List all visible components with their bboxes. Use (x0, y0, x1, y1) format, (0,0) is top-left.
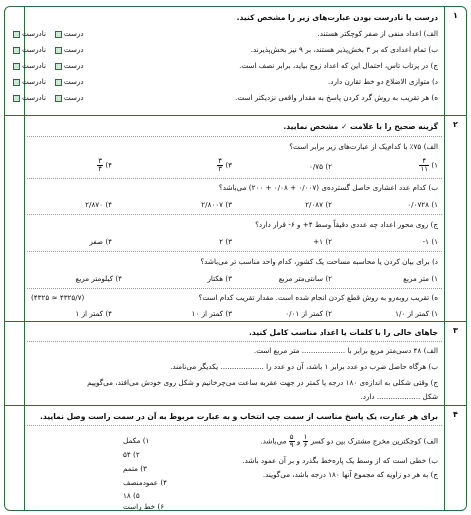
q4-choice-4[interactable]: ۴) عمودمنصف (123, 478, 168, 487)
q2d-option-4[interactable]: ۴) کیلومتر مربع (75, 274, 122, 283)
q2e-option-2[interactable]: ۲) کمتر از ۰/۰۱ (285, 309, 332, 318)
q2b-option-4[interactable]: ۴) ۲/۸۷۰ (85, 200, 112, 209)
q2-stem-c: ج) روی محور اعداد چه عددی دقیقاً وسط ۴+ و ۶- قرار دارد؟ (255, 220, 438, 229)
false-checkbox[interactable] (13, 79, 20, 86)
question-2-title: گزینه صحیح را با علامت ✓ مشخص نمایید. (283, 122, 438, 131)
tf-choice-e: درست نادرست (11, 93, 84, 102)
q2c-option-2[interactable]: ۲) ۱+ (313, 237, 332, 246)
q2d-option-3[interactable]: ۳) هکتار (207, 274, 232, 283)
score-box (5, 116, 25, 321)
q2e-option-1[interactable]: ۱) کمتر از ۱/۰ (395, 309, 438, 318)
q4-item-a: الف) کوچکترین مخرج مشترک بین دو کسر $\frac{۱}{۶}$ و $\frac{۵}{۹}$ می‌باشد. (260, 433, 438, 449)
true-checkbox[interactable] (55, 95, 62, 102)
true-checkbox[interactable] (55, 47, 62, 54)
q1-item-b: ب) تمام اعدادی که بر ۳ بخش‌پذیر هستند، بر ۹ نیز بخش‌پذیرند. (250, 45, 438, 54)
true-checkbox[interactable] (55, 63, 62, 70)
q2e-option-4[interactable]: ۴) کمتر از ۱ (75, 309, 112, 318)
question-3 (5, 321, 466, 405)
q2a-option-2[interactable]: ۲) ۰/۷۵ (309, 162, 332, 171)
q2b-option-1[interactable]: ۱) ۰/۰۷۲۸ (407, 200, 438, 209)
tf-choice-b: درست نادرست (11, 45, 84, 54)
tf-choice-d: درست نادرست (11, 77, 84, 86)
q2-stem-d: د) برای بیان کردن یا محاسبه مساحت یک کشور، کدام واحد مناسب تر می‌باشد؟ (200, 257, 438, 266)
false-checkbox[interactable] (13, 47, 20, 54)
q2b-option-3[interactable]: ۳) ۲/۸۰۰۷ (201, 200, 232, 209)
worksheet (4, 6, 467, 511)
question-1 (5, 7, 466, 115)
q3-item-c-cont: شکل ................... دارد. (360, 392, 438, 401)
question-number: ۱ (444, 7, 466, 115)
q2b-option-2[interactable]: ۲) ۲/۰۸۷ (305, 200, 332, 209)
q2a-option-4[interactable]: ۴) $\frac{۳}{۴}$ (98, 157, 112, 173)
q4-choice-1[interactable]: ۱) مکمل (123, 436, 150, 445)
q4-item-b: ب) خطی است که از وسط یک پاره‌خط بگذرد و بر آن عمود باشد. (242, 456, 438, 465)
question-number: ۴ (444, 406, 466, 511)
q2a-option-3[interactable]: ۳) $\frac{۴}{۳}$ (218, 157, 232, 173)
q2c-option-1[interactable]: ۱) ۱- (422, 237, 438, 246)
q2-stem-b: ب) کدام عدد اعشاری حاصل گسترده‌ی (۰/۰۰۷ + ۰/۰۸ + ۲۰۰) می‌باشد؟ (218, 183, 438, 192)
q1-item-c: ج) در پرتاب تاس، احتمال این که اعداد زوج بیاید، برابر نصف است. (239, 61, 438, 70)
q4-choice-6[interactable]: ۶) خط راست (123, 502, 165, 511)
tf-choice-c: درست نادرست (11, 61, 84, 70)
q4-choice-2[interactable]: ۲) ۵۴ (123, 450, 140, 459)
q2d-option-2[interactable]: ۲) سانتی‌متر مربع (278, 274, 332, 283)
question-3-title: جاهای خالی را با کلمات یا اعداد مناسب کامل کنید. (249, 328, 438, 337)
question-2 (5, 115, 466, 321)
q4-choice-3[interactable]: ۳) متمم (123, 464, 147, 473)
fraction: $\frac{۵}{۹}$ (289, 433, 294, 449)
question-4-title: برای هر عبارت، یک پاسخ مناسب از سمت چپ انتخاب و به عبارت مربوط به آن در سمت راست وصل نمایید. (39, 412, 438, 421)
q2e-note: (۴۳۲۵ ≈ ۴۳۲۵/۷) (31, 293, 85, 302)
fraction: $\frac{۴}{۳}$ (218, 157, 223, 173)
q2a-option-1[interactable]: ۱) $\frac{۴}{۱۱}$ (420, 157, 438, 173)
true-checkbox[interactable] (55, 79, 62, 86)
q4-item-c: ج) به هر دو زاویه که مجموع آنها ۱۸۰ درجه باشد، می‌گویند. (262, 470, 438, 479)
q2c-option-3[interactable]: ۳) ۲ (219, 237, 232, 246)
q1-item-d: د) متوازی الاضلاع دو خط تقارن دارد. (328, 77, 438, 86)
question-4 (5, 405, 466, 511)
q2c-option-4[interactable]: ۴) صفر (89, 237, 112, 246)
fraction: $\frac{۴}{۱۱}$ (420, 157, 429, 173)
true-checkbox[interactable] (55, 31, 62, 38)
question-1-title: درست یا نادرست بودن عبارت‌های زیر را مشخص کنید. (236, 13, 438, 22)
question-number: ۲ (444, 116, 466, 321)
question-number: ۳ (444, 322, 466, 405)
fraction: $\frac{۳}{۴}$ (98, 157, 103, 173)
q2-stem-e: ه) تقریب رو‌به‌رو به روش قطع کردن انجام شده است. مقدار تقریب کدام است؟ (198, 293, 438, 302)
q2e-option-3[interactable]: ۳) کمتر از ۱۰ (191, 309, 232, 318)
tf-choice-a: درست نادرست (11, 29, 84, 38)
q2d-option-1[interactable]: ۱) متر مربع (403, 274, 438, 283)
false-checkbox[interactable] (13, 63, 20, 70)
q3-item-a: الف) ۴۸ دسی‌متر مربع برابر با ................... متر مربع است. (253, 346, 438, 355)
q3-item-b: ب) هرگاه حاصل ضرب دو عدد برابر ۱ باشد، آن دو عدد را ................... یکدیگر می‌نامند. (170, 362, 438, 371)
false-checkbox[interactable] (13, 31, 20, 38)
fraction: $\frac{۱}{۶}$ (303, 433, 308, 449)
q1-item-e: ه) هر تقریب به روش گرد کردن پاسخ به مقدار واقعی نزدیکتر است. (235, 93, 438, 102)
score-box (5, 322, 25, 405)
score-box (5, 406, 25, 511)
false-checkbox[interactable] (13, 95, 20, 102)
q1-item-a: الف) اعداد منفی از صفر کوچکتر هستند. (317, 29, 438, 38)
q3-item-c: ج) وقتی شکلی به اندازه‌ی ۱۸۰ درجه یا کمتر در جهت عقربه ساعت می‌چرخانیم و شکل روی خودش می‌افتد، می‌گوییم (87, 378, 438, 387)
q2-stem-a: الف) ۷۵٪ با کدام‌یک از عبارت‌های زیر برابر است؟ (289, 142, 438, 151)
q4-choice-5[interactable]: ۵) ۱۸ (123, 491, 140, 500)
